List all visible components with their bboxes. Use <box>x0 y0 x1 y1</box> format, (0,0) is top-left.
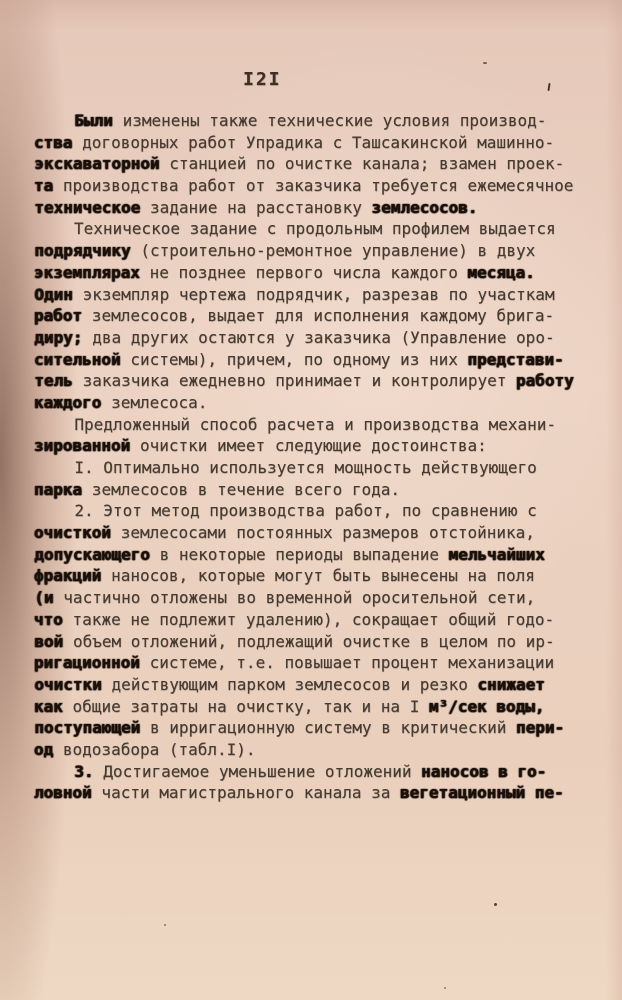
text-line: I. Оптимально используется мощность действующего <box>74 458 537 477</box>
ink-speck <box>547 83 550 91</box>
smudged-text: вегетационный пе- <box>400 783 564 803</box>
smudged-text: как <box>34 696 63 716</box>
smudged-text: Один <box>34 284 73 304</box>
text-line: ства договорных работ Упрадика с Ташсакинской машинно- <box>34 132 555 152</box>
text-line: (и частично отложены во временной оросительной сети, <box>34 588 536 608</box>
smudged-text: зированной <box>34 436 131 456</box>
smudged-text: снижает <box>477 674 545 694</box>
text-line: та производства работ от заказчика требуется ежемесячное <box>34 176 574 196</box>
text-line: очистки действующим парком землесосов и резко снижает <box>34 674 545 694</box>
smudged-text: работу <box>516 371 574 391</box>
text-line: экземплярах не позднее первого числа каждого месяца. <box>34 262 535 282</box>
text-line: сительной системы), причем, по одному из них представи- <box>34 349 564 369</box>
document-body <box>34 110 600 804</box>
text-line: техническое задание на расстановку землесосов. <box>34 197 478 217</box>
smudged-text: экскаваторной <box>34 154 160 174</box>
smudged-text: сительной <box>34 349 121 369</box>
smudged-text: работ <box>34 306 83 326</box>
smudged-text: очисткой <box>34 523 112 543</box>
smudged-text: пери- <box>516 718 565 738</box>
text-line: ловной части магистрального канала за вегетационный пе- <box>34 783 564 803</box>
text-line: парка землесосов в течение всего года. <box>34 479 401 499</box>
text-line: подрядчику (строительно-ремонтное управление) в двух <box>34 241 536 261</box>
smudged-text: Были <box>74 111 113 130</box>
text-line: Один экземпляр чертежа подрядчик, разрезав по участкам <box>34 284 555 304</box>
text-line: диру; два других остаются у заказчика (Управление оро- <box>34 327 555 347</box>
smudged-text: ловной <box>34 783 92 803</box>
smudged-text: землесосов. <box>371 197 478 217</box>
smudged-text: вой <box>34 631 64 651</box>
smudged-text: что <box>34 609 63 629</box>
text-line: экскаваторной станцией по очистке канала; взамен проек- <box>34 154 565 174</box>
smudged-text: диру; <box>34 327 83 347</box>
smudged-text: техническое <box>34 197 141 217</box>
text-line: вой объем отложений, подлежащий очистке в целом по ир- <box>34 631 555 651</box>
text-line: каждого землесоса. <box>34 392 208 412</box>
smudged-text: наносов в го- <box>421 761 547 781</box>
text-line: фракций наносов, которые могут быть вынесены на поля <box>34 566 535 586</box>
text-line: Предложенный способ расчета и производства механи- <box>74 414 557 434</box>
smudged-text: мельчайших <box>448 544 545 564</box>
text-line: допускающего в некоторые периоды выпадение мельчайших <box>34 544 545 564</box>
smudged-text: од <box>34 739 54 759</box>
smudged-text: тель <box>34 371 73 391</box>
smudged-text: экземплярах <box>34 262 140 282</box>
smudged-text: поступающей <box>34 718 141 738</box>
smudged-text: месяца. <box>467 262 535 282</box>
text-line: 3. Достигаемое уменьшение отложений наносов в го- <box>74 761 547 781</box>
smudged-text: та <box>34 176 54 196</box>
text-line: работ землесосов, выдает для исполнения каждому брига- <box>34 306 555 326</box>
text-line: зированной очистки имеет следующие достоинства: <box>34 436 487 456</box>
smudged-text: (и <box>34 588 54 608</box>
smudged-text: фракций <box>34 566 102 586</box>
smudged-text: представи- <box>467 349 564 369</box>
text-line: очисткой землесосами постоянных размеров отстойника, <box>34 523 535 543</box>
smudged-text: ства <box>34 132 73 152</box>
page-number: I2I <box>243 69 282 90</box>
text-line: поступающей в ирригационную систему в критический пери- <box>34 718 565 738</box>
smudged-text: допускающего <box>34 544 150 564</box>
text-line: что также не подлежит удалению), сокращает общий годо- <box>34 609 555 629</box>
ink-speck <box>444 987 446 989</box>
smudged-text: каждого <box>34 392 102 412</box>
text-line: Техническое задание с продольным профилем выдается <box>74 219 556 239</box>
text-line: тель заказчика ежедневно принимает и контролирует работу <box>34 371 574 391</box>
text-line: од водозабора (табл.I). <box>34 739 256 759</box>
smudged-text: парка <box>34 479 83 499</box>
smudged-text: м³/сек воды, <box>428 696 545 716</box>
smudged-text: подрядчику <box>34 241 131 261</box>
text-line: как общие затраты на очистку, так и на I м³/сек воды, <box>34 696 545 716</box>
text-line: ригационной системе, т.е. повышает процент механизации <box>34 653 555 673</box>
smudged-text: ригационной <box>34 653 140 673</box>
ink-speck <box>164 924 166 926</box>
ink-speck <box>494 903 497 906</box>
text-line: 2. Этот метод производства работ, по сравнению с <box>74 501 537 521</box>
smudged-text: 3. <box>74 761 94 781</box>
text-line: Были изменены также технические условия производ- <box>74 111 547 130</box>
smudged-text: очистки <box>34 674 102 694</box>
ink-speck <box>483 62 487 64</box>
